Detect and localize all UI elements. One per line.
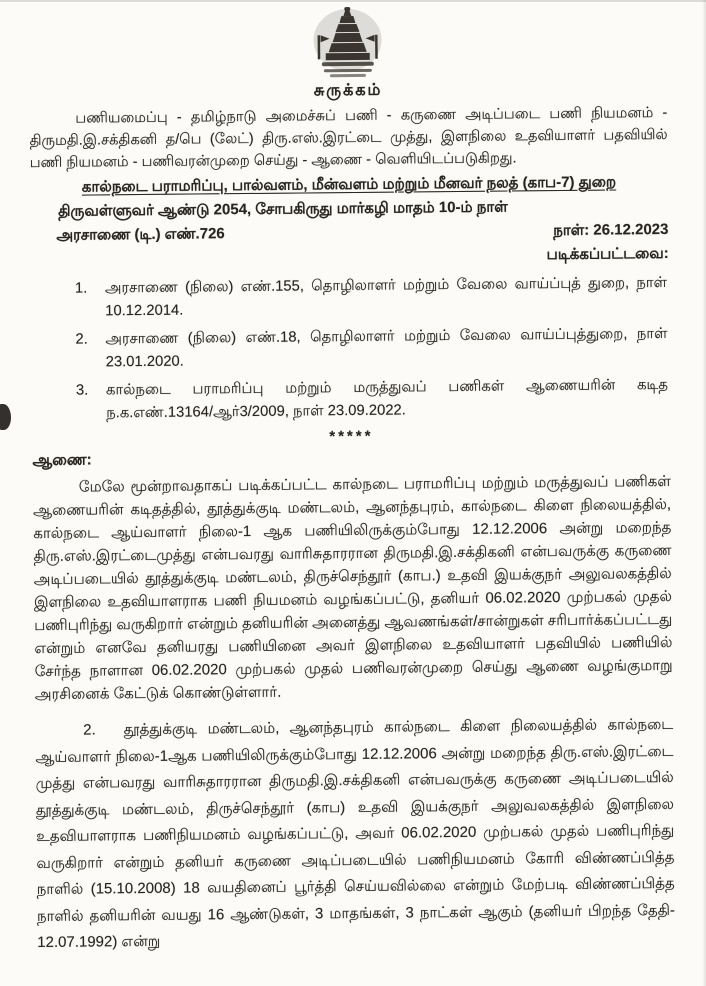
read-item-text: கால்நடை பராமரிப்பு மற்றும் மருத்துவப் பணிகள் ஆணையரின் கடித ந.க.எண்.13164/ஆர்3/2009, நாள் 23.09.2022. xyxy=(105,376,669,421)
paragraph-number: 2. xyxy=(83,721,96,739)
read-heading: படிக்கப்பட்டவை: xyxy=(546,244,669,264)
paragraph-text: மேலே மூன்றாவதாகப் படிக்கப்பட்ட கால்நடை பராமரிப்பு மற்றும் மருத்துவப் பணிகள் ஆணையரின் கடிதத்தில், தூத்துக்குடி மண்டலம், ஆனந்தபுரம், கால்நடை கிளை நிலையத்தில், கால்நடை ஆய்வாளர் நிலை-1 ஆக பணியிலிருக்கும்போது 12.12.2006 அன்று மறைந்த திரு.எஸ்.இரட்டைமுத்து என்பவரது வாரிசுதாரரான திருமதி.இ.சக்திகனி என்பவருக்கு கருணை அடிப்படையில் தூத்துக்குடி மண்டலம், திருச்செந்தூர் (காப.) உதவி இயக்குநர் அலுவலகத்தில் இளநிலை உதவியாளராக பணி நியமனம் வழங்கப்பட்டு, தனியர் 06.02.2020 முற்பகல் முதல் பணிபுரிந்து வருகிறார் என்றும் தனியரின் அனைத்து ஆவணங்கள்/சான்றுகள் சரிபார்க்கப்பட்டது என்றும் எனவே தனியரது பணியினை அவர் இளநிலை உதவியாளர் பதவியில் பணியில் சேர்ந்த நாளான 06.02.2020 முற்பகல் முதல் பணிவரன்முறை செய்து ஆணை வழங்குமாறு அரசினைக் கேட்டுக் கொண்டுள்ளார். xyxy=(33,472,673,704)
read-item-number: 1. xyxy=(74,280,88,297)
read-item xyxy=(31,323,669,374)
department-heading: கால்நடை பராமரிப்பு, பால்வளம், மீன்வளம் மற்றும் மீனவர் நலத் (காப-7) துறை xyxy=(81,173,617,196)
order-paragraph-1 xyxy=(33,470,673,706)
read-item xyxy=(31,272,669,323)
temple-seal-icon xyxy=(309,7,386,80)
go-number-row xyxy=(30,221,668,246)
order-paragraph-2 xyxy=(35,712,675,957)
document-title: சுருக்கம் xyxy=(313,81,383,100)
section-separator: ***** xyxy=(329,427,374,446)
read-item xyxy=(32,374,670,425)
read-item-text: அரசாணை (நிலை) எண்.18, தொழிலாளர் மற்றும் வேலை வாய்ப்புத்துறை, நாள் 23.01.2020. xyxy=(105,325,668,370)
government-emblem xyxy=(28,4,667,82)
read-list xyxy=(31,272,670,425)
paragraph-text: தூத்துக்குடி மண்டலம், ஆனந்தபுரம் கால்நடை கிளை நிலையத்தில் கால்நடை ஆய்வாளர் நிலை-1ஆக பணியிலிருக்கும்போது 12.12.2006 அன்று மறைந்த திரு.எஸ்.இரட்டை முத்து என்பவரது வாரிசுதாரரான திருமதி.இ.சக்திகனி என்பவருக்கு கருணை அடிப்படையில் தூத்துக்குடி மண்டலம், திருச்செந்தூர் (காப) உதவி இயக்குநர் அலுவலகத்தில் இளநிலை உதவியாளராக பணிநியமனம் வழங்கப்பட்டு, அவர் 06.02.2020 முற்பகல் முதல் பணிபுரிந்து வருகிறார் என்றும் தனியர் கருணை அடிப்படையில் பணிநியமனம் கோரி விண்ணப்பித்த நாளில் (15.10.2008) 18 வயதினைப் பூர்த்தி செய்யவில்லை என்றும் மேற்படி விண்ணப்பித்த நாளில் தனியரின் வயது 16 ஆண்டுகள், 3 மாதங்கள், 3 நாட்கள் ஆகும் (தனியர் பிறந்த தேதி- 12.07.1992) என்று xyxy=(35,715,676,952)
read-item-number: 2. xyxy=(75,331,88,348)
read-item-text: அரசாணை (நிலை) எண்.155, தொழிலாளர் மற்றும் வேலை வாய்ப்புத் துறை, நாள் 10.12.2014. xyxy=(104,274,668,319)
tamil-year-line: திருவள்ளுவர் ஆண்டு 2054, சோபகிருது மார்கழி மாதம் 10-ம் நாள் xyxy=(58,198,508,220)
read-item-number: 3. xyxy=(75,382,89,399)
order-heading: ஆணை: xyxy=(32,451,92,470)
go-date: நாள்: 26.12.2023 xyxy=(553,220,669,240)
subject-abstract: பணியமைப்பு - தமிழ்நாடு அமைச்சுப் பணி - கருணை அடிப்படை பணி நியமனம் - திருமதி.இ.சக்திகனி த/பெ (லேட்) திரு.எஸ்.இரட்டை முத்து, இளநிலை உதவியாளர் பதவியில் பணி நியமனம் - பணிவரன்முறை செய்து - ஆணை - வெளியிடப்படுகிறது. xyxy=(29,104,668,172)
go-number: அரசாணை (டி.) எண்.726 xyxy=(56,225,225,244)
